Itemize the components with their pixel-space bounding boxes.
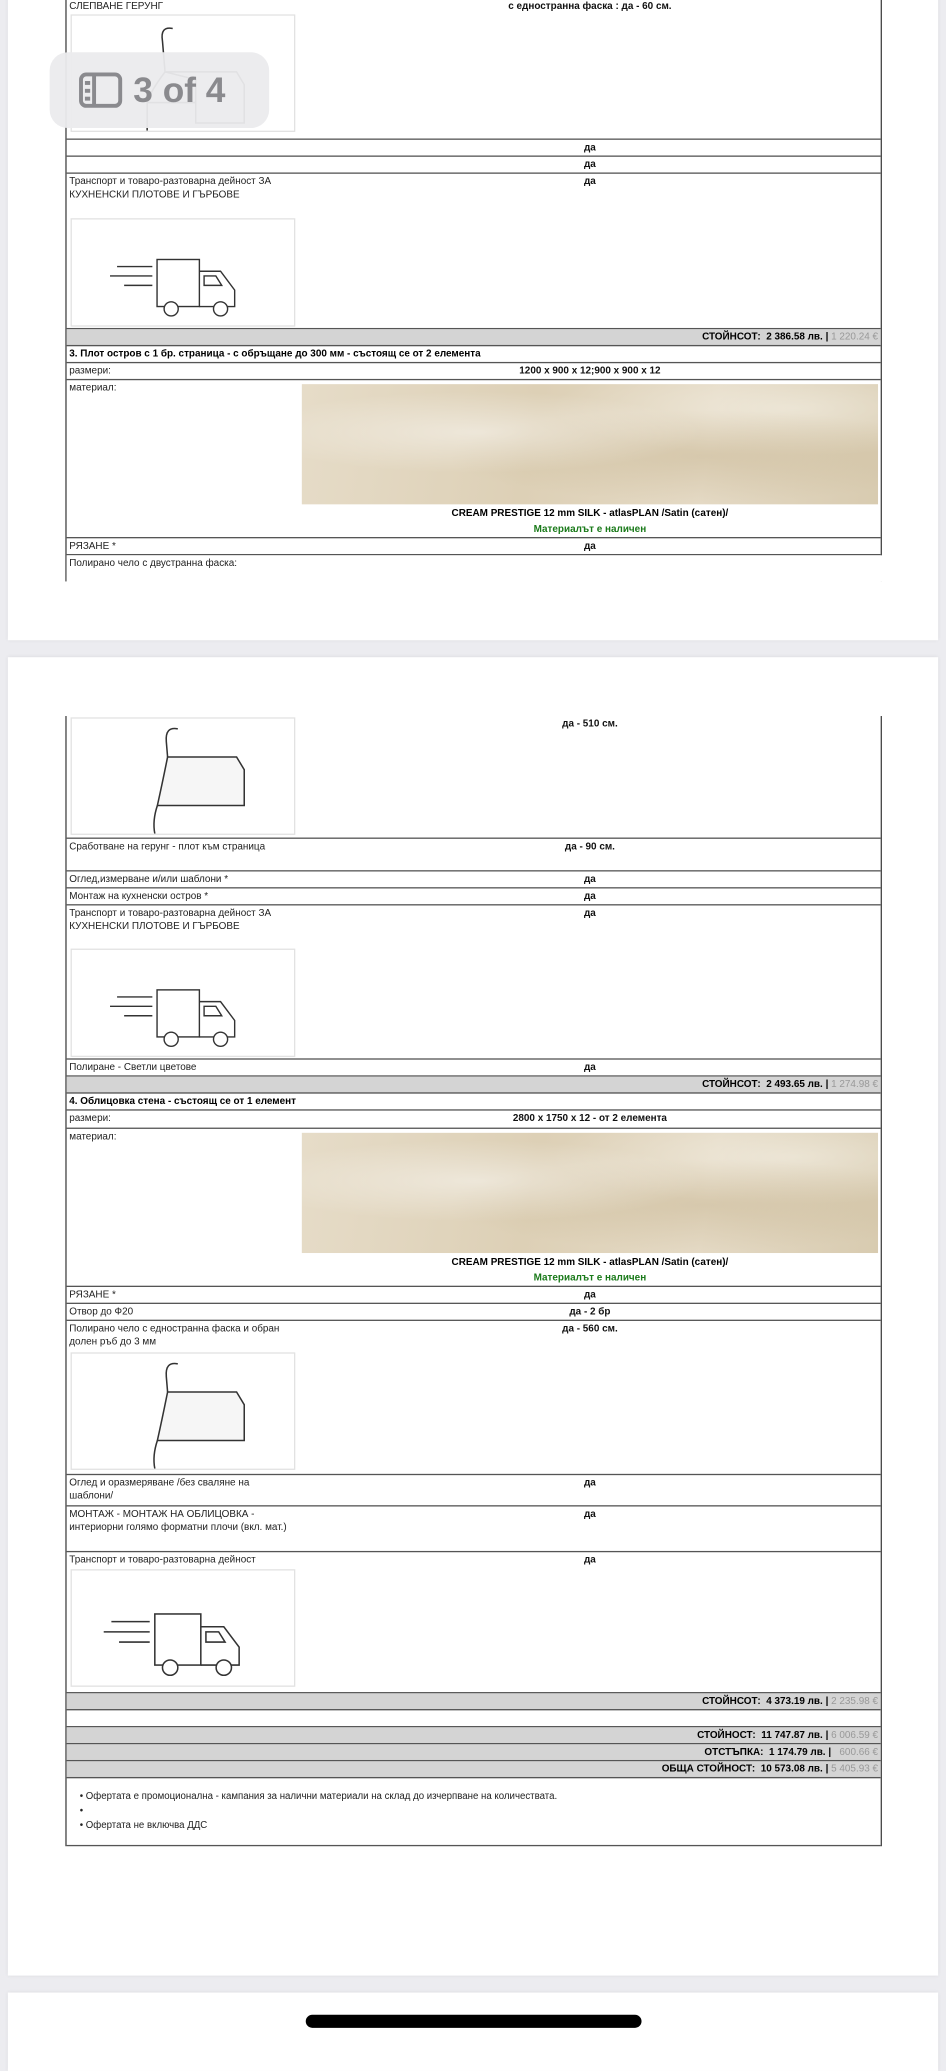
material-row [67, 380, 881, 538]
row-value: да [584, 906, 596, 919]
separator: | [825, 1762, 829, 1775]
row-value: да [584, 175, 596, 187]
material-name: CREAM PRESTIGE 12 mm SILK - atlasPLAN /Satin (сатен)/ [451, 1255, 729, 1268]
grand-total-label: ОБЩА СТОЙНОСТ: [661, 1762, 756, 1775]
row-value: да [584, 1553, 596, 1566]
table-row [67, 905, 881, 1059]
row-label: материал: [69, 381, 117, 394]
subtotal-label: СТОЙНСОТ: [702, 1077, 761, 1090]
note-item: • [79, 1804, 84, 1817]
separator: | [825, 1694, 829, 1707]
item-header [67, 346, 881, 363]
grand-total-eur: 5 405.93 € [831, 1762, 879, 1775]
subtotal-eur: 2 235.98 € [831, 1694, 879, 1707]
row-label: Транспорт и товаро-разтоварна дейност [69, 1553, 256, 1566]
row-label: Полирано чело с двустранна фаска: [69, 556, 238, 569]
row-value: да [584, 141, 596, 153]
row-label: Полиране - Светли цветове [69, 1060, 197, 1073]
page-indicator-text: 3 of 4 [133, 69, 226, 110]
table-row [67, 1552, 881, 1693]
grand-total-row [67, 1761, 881, 1778]
table-row [67, 1321, 881, 1475]
row-value: да - 560 см. [562, 1322, 618, 1335]
note-item: • Офертата е промоционална - кампания за налични материали на склад до изчерпване на количествата. [79, 1790, 558, 1802]
row-label: РЯЗАНЕ * [69, 539, 116, 552]
row-label: РЯЗАНЕ * [69, 1288, 116, 1301]
row-value: да - 510 см. [562, 717, 618, 730]
subtotal-bgn: 2 493.65 лв. [766, 1077, 823, 1090]
row-value: 1200 x 900 x 12;900 x 900 x 12 [519, 364, 661, 377]
truck-icon [71, 1569, 296, 1687]
row-value: да - 90 см. [564, 840, 615, 852]
material-row [67, 1129, 881, 1287]
row-label: СЛЕПВАНЕ ГЕРУНГ [69, 0, 164, 12]
table-row [67, 839, 881, 872]
row-value: да - 2 бр [569, 1305, 611, 1318]
item-title: 3. Плот остров с 1 бр. страница - с обръщане до 300 мм - състоящ се от 2 елемента [69, 347, 481, 360]
table-row [67, 1287, 881, 1304]
row-value: да [584, 1476, 596, 1489]
row-value: да [584, 1507, 596, 1520]
row-value: да [584, 1288, 596, 1301]
sidebar-icon [78, 72, 122, 109]
material-swatch-image [302, 1133, 878, 1253]
material-name: CREAM PRESTIGE 12 mm SILK - atlasPLAN /Satin (сатен)/ [451, 506, 729, 519]
row-value: да [584, 158, 596, 170]
table-row [67, 1507, 881, 1553]
row-value: да [584, 1060, 596, 1073]
row-label: Сработване на герунг - плот към страница [69, 840, 266, 852]
material-swatch-image [302, 384, 878, 504]
table-row [67, 1111, 881, 1129]
item-title: 4. Облицовка стена - състоящ се от 1 елемент [69, 1094, 297, 1107]
single-bevel-edge-image [71, 1352, 296, 1470]
separator: | [825, 1728, 829, 1741]
row-label: МОНТАЖ - МОНТАЖ НА ОБЛИЦОВКА - интериорни голямо форматни плочи (вкл. мат.) [69, 1507, 287, 1533]
material-status: Материалът е наличен [533, 522, 647, 535]
discount-eur: 600.66 € [839, 1745, 879, 1758]
row-label: Полирано чело с едностранна фаска и обран долен ръб до 3 мм [69, 1322, 280, 1348]
document-page [8, 1993, 938, 2071]
table-row [67, 872, 881, 889]
row-label: Транспорт и товаро-разтоварна дейност ЗА КУХНЕНСКИ ПЛОТОВЕ И ГЪРБОВЕ [69, 175, 272, 200]
total-label: СТОЙНОСТ: [697, 1728, 756, 1741]
home-indicator[interactable] [306, 2015, 642, 2028]
table-row [67, 538, 881, 555]
separator: | [825, 330, 829, 343]
discount-label: ОТСТЪПКА: [704, 1745, 764, 1758]
subtotal-eur: 1 274.98 € [831, 1077, 879, 1090]
subtotal-label: СТОЙНСОТ: [702, 330, 761, 343]
table-row [67, 555, 884, 581]
item-header [67, 1094, 881, 1111]
material-status: Материалът е наличен [533, 1271, 647, 1284]
grand-total-bgn: 10 573.08 лв. [760, 1762, 823, 1775]
subtotal-row [67, 1693, 881, 1710]
truck-icon [71, 218, 296, 326]
document-page [8, 657, 938, 1975]
table-row [67, 174, 881, 329]
separator: | [825, 1077, 829, 1090]
total-row [67, 1727, 881, 1744]
table-row [67, 140, 881, 157]
spacer-row [67, 1710, 881, 1727]
quote-table [65, 716, 882, 1846]
table-row [67, 716, 881, 839]
double-bevel-edge-image [71, 717, 296, 835]
notes-row [67, 1778, 881, 1846]
row-value: 2800 x 1750 x 12 - от 2 елемента [512, 1111, 667, 1124]
row-value: с едностранна фаска : да - 60 см. [508, 0, 672, 12]
subtotal-bgn: 4 373.19 лв. [766, 1694, 823, 1707]
subtotal-row [67, 1077, 881, 1094]
subtotal-eur: 1 220.24 € [831, 330, 879, 343]
page-indicator[interactable] [50, 52, 270, 128]
subtotal-bgn: 2 386.58 лв. [766, 330, 823, 343]
discount-bgn: 1 174.79 лв. [769, 1745, 826, 1758]
table-row [67, 888, 881, 905]
table-row [67, 1304, 881, 1321]
subtotal-row [67, 329, 881, 346]
row-label: Монтаж на кухненски остров * [69, 889, 209, 902]
row-label: Оглед,измерване и/или шаблони * [69, 872, 229, 885]
row-label: размери: [69, 364, 111, 377]
row-value: да [584, 872, 596, 885]
row-value: да [584, 539, 596, 552]
row-label: материал: [69, 1130, 117, 1142]
table-row [67, 363, 881, 380]
row-label: размери: [69, 1111, 111, 1124]
table-row [67, 1060, 881, 1077]
note-item: • Офертата не включва ДДС [79, 1818, 208, 1831]
truck-icon [71, 949, 296, 1057]
separator: | [828, 1745, 832, 1758]
total-bgn: 11 747.87 лв. [761, 1728, 823, 1741]
subtotal-label: СТОЙНСОТ: [702, 1694, 761, 1707]
row-label: Оглед и оразмеряване /без сваляне на шаблони/ [69, 1476, 250, 1502]
total-eur: 6 006.59 € [831, 1728, 879, 1741]
discount-row [67, 1744, 881, 1761]
table-row [67, 157, 881, 174]
table-row [67, 1475, 881, 1506]
row-label: Отвор до Ф20 [69, 1305, 134, 1318]
row-label: Транспорт и товаро-разтоварна дейност ЗА КУХНЕНСКИ ПЛОТОВЕ И ГЪРБОВЕ [69, 906, 272, 932]
row-value: да [584, 889, 596, 902]
